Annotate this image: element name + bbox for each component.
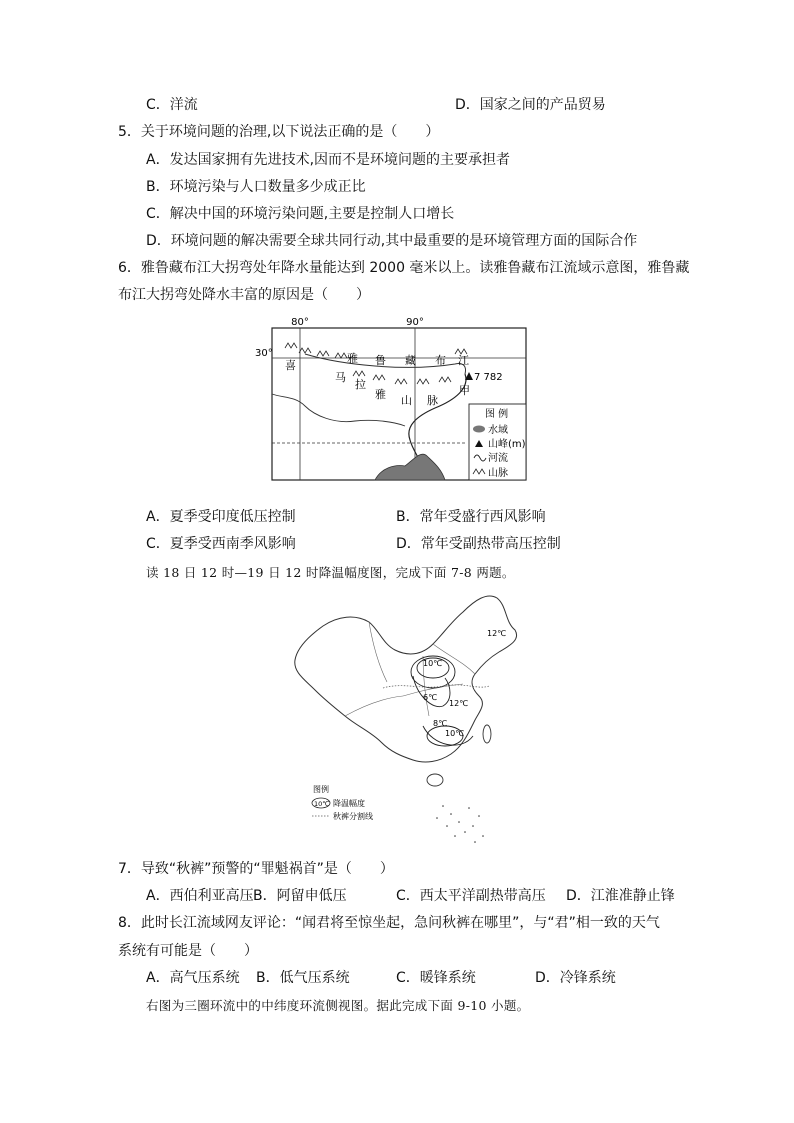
water-icon xyxy=(473,426,485,433)
river-char-4: 布 xyxy=(435,354,446,367)
legend-water: 水域 xyxy=(488,425,508,436)
q7-option-a: A．西伯利亚高压 xyxy=(146,888,254,904)
lon-90-label: 90° xyxy=(406,317,424,328)
lat-30-label: 30° xyxy=(255,348,273,359)
intro-q7-8: 读 18 日 12 时—19 日 12 时降温幅度图，完成下面 7-8 两题。 xyxy=(146,565,515,580)
legend-peak: 山峰(m) xyxy=(488,439,526,450)
q5-option-a: A．发达国家拥有先进技术,因而不是环境问题的主要承担者 xyxy=(146,152,511,168)
iso-10-north: 10℃ xyxy=(423,659,443,668)
jia-label: 甲 xyxy=(459,384,470,397)
q4-option-c: C．洋流 xyxy=(146,97,198,113)
q6-option-d: D．常年受副热带高压控制 xyxy=(396,536,561,552)
iso-8: 8℃ xyxy=(433,719,448,728)
q5-stem: 5．关于环境问题的治理,以下说法正确的是（ ） xyxy=(118,124,440,140)
lon-80-label: 80° xyxy=(291,317,309,328)
river-char-5: 江 xyxy=(458,354,469,367)
xi-label: 喜 xyxy=(285,359,296,372)
iso-10-south: 10℃ xyxy=(445,729,465,738)
river-char-1: 雅 xyxy=(347,352,358,365)
q7-option-c: C．西太平洋副热带高压 xyxy=(396,888,546,904)
q4-option-d: D．国家之间的产品贸易 xyxy=(455,97,606,113)
yarlung-tsangpo-map xyxy=(255,316,535,486)
river-char-2: 鲁 xyxy=(375,354,386,367)
q8-stem-line2: 系统有可能是（ ） xyxy=(118,943,258,959)
iso-6: 6℃ xyxy=(423,693,438,702)
legend-title: 图 例 xyxy=(485,409,509,420)
q6-option-b: B．常年受盛行西风影响 xyxy=(396,509,546,525)
shan-label: 山 xyxy=(401,394,412,407)
china-cooling-map xyxy=(283,586,523,848)
map2-legend-line: 秋裤分割线 xyxy=(333,812,373,821)
iso-12-north: 12℃ xyxy=(487,629,507,638)
map2-legend-title: 图例 xyxy=(313,785,329,794)
q5-option-c: C．解决中国的环境污染问题,主要是控制人口增长 xyxy=(146,206,455,222)
ya-label: 雅 xyxy=(375,388,386,401)
river-char-3: 藏 xyxy=(405,354,416,367)
q8-option-d: D．冷锋系统 xyxy=(535,970,616,986)
peak-label: 7 782 xyxy=(474,372,503,383)
map2-legend-badge: 10℃ xyxy=(314,800,330,808)
legend-river: 河流 xyxy=(488,453,508,464)
legend-mountain: 山脉 xyxy=(488,468,508,479)
q8-option-a: A．高气压系统 xyxy=(146,970,240,986)
intro-q9-10: 右图为三圈环流中的中纬度环流侧视图。据此完成下面 9-10 小题。 xyxy=(146,998,530,1013)
la-label: 拉 xyxy=(355,378,366,391)
q7-stem: 7．导致“秋裤”预警的“罪魁祸首”是（ ） xyxy=(118,861,394,877)
q8-option-b: B．低气压系统 xyxy=(256,970,350,986)
map2-legend-iso: 降温幅度 xyxy=(333,799,365,808)
ma-label: 马 xyxy=(335,371,346,384)
q5-option-d: D．环境问题的解决需要全球共同行动,其中最重要的是环境管理方面的国际合作 xyxy=(146,233,638,249)
q8-option-c: C．暖锋系统 xyxy=(396,970,476,986)
iso-12-central: 12℃ xyxy=(449,699,469,708)
q6-stem-line2: 布江大拐弯处降水丰富的原因是（ ） xyxy=(118,287,370,303)
q5-option-b: B．环境污染与人口数量多少成正比 xyxy=(146,179,366,195)
q7-option-d: D．江淮准静止锋 xyxy=(566,888,675,904)
q6-option-a: A．夏季受印度低压控制 xyxy=(146,509,296,525)
q8-stem-line1: 8．此时长江流域网友评论：“闻君将至惊坐起，急问秋裤在哪里”，与“君”相一致的天气 xyxy=(118,915,660,931)
q7-option-b: B．阿留申低压 xyxy=(253,888,347,904)
q6-stem-line1: 6．雅鲁藏布江大拐弯处年降水量能达到 2000 毫米以上。读雅鲁藏布江流域示意图，雅鲁藏 xyxy=(118,260,690,276)
mai-label: 脉 xyxy=(427,394,438,407)
q6-option-c: C．夏季受西南季风影响 xyxy=(146,536,296,552)
